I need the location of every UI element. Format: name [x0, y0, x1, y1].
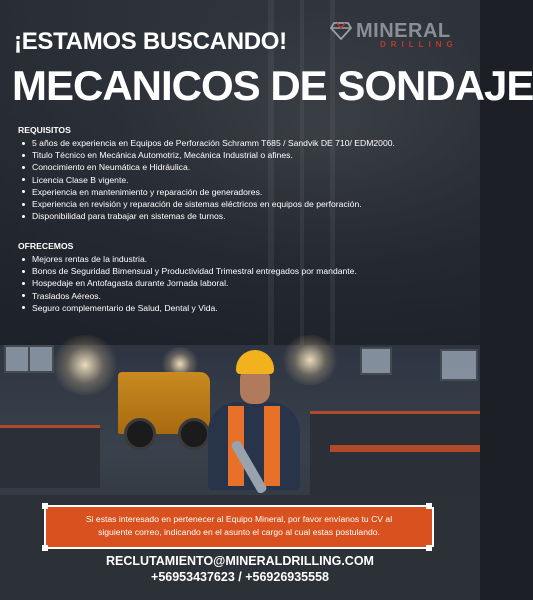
logo-name: MINERAL [356, 20, 451, 42]
workshop-shelf [310, 411, 480, 504]
safety-vest [264, 406, 280, 486]
requisitos-list [18, 137, 468, 222]
list-item: Conocimiento en Neumática e Hidráulica. [18, 161, 468, 173]
worker-face [240, 370, 270, 404]
list-item: 5 años de experiencia en Equipos de Perforación Schramm T685 / Sandvik DE 710/ EDM2000. [18, 137, 468, 149]
list-item: Seguro complementario de Salud, Dental y Vida. [18, 302, 468, 314]
cta-corner [426, 503, 432, 509]
logo-subtitle: DRILLING [380, 40, 458, 49]
cta-box [44, 507, 434, 547]
list-item: Experiencia en mantenimiento y reparación de generadores. [18, 186, 468, 198]
list-item: Hospedaje en Antofagasta durante Jornada laboral. [18, 277, 468, 289]
ofrecemos-list [18, 253, 468, 314]
requisitos-heading: REQUISITOS [18, 125, 71, 135]
cta-corner [42, 545, 48, 551]
cta-line-1: Si estas interesado en pertenecer al Equipo Mineral, por favor envíanos tu CV al [85, 514, 393, 524]
workshop-shelf [0, 425, 100, 488]
cta-border-bottom [48, 547, 428, 549]
hard-hat-icon [236, 350, 274, 374]
truck-wheel [124, 418, 156, 450]
shelf-rail [330, 445, 480, 452]
cta-corner [42, 503, 48, 509]
list-item: Bonos de Seguridad Bimensual y Productividad Trimestral entregados por mandante. [18, 265, 468, 277]
window [440, 349, 478, 381]
list-item: Licencia Clase B vigente. [18, 174, 468, 186]
cta-message [46, 513, 432, 539]
contact-phones[interactable]: +56953437623 / +56926935558 [151, 570, 329, 584]
list-item: Titulo Técnico en Mecánica Automotriz, Mecánica Industrial o afines. [18, 149, 468, 161]
cta-line-2: siguiente correo, indicando en el asunto el cargo al cual estas postulando. [98, 527, 380, 537]
tagline: ¡ESTAMOS BUSCANDO! [14, 28, 287, 55]
diamond-logo-icon [330, 22, 352, 40]
list-item: Traslados Aéreos. [18, 290, 468, 302]
company-logo [330, 20, 470, 50]
list-item: Mejores rentas de la industria. [18, 253, 468, 265]
window [360, 347, 392, 375]
list-item: Disponibilidad para trabajar en sistemas de turnos. [18, 210, 468, 222]
cta-corner [426, 545, 432, 551]
window [4, 345, 30, 373]
ceiling-light [50, 335, 120, 395]
contact-email[interactable]: RECLUTAMIENTO@MINERALDRILLING.COM [106, 554, 374, 568]
ofrecemos-heading: OFRECEMOS [18, 241, 74, 251]
list-item: Experiencia en revisión y reparación de sistemas eléctricos en equipos de perforación. [18, 198, 468, 210]
mechanic-figure [198, 350, 302, 490]
page-title: MECANICOS DE SONDAJE [12, 62, 533, 109]
